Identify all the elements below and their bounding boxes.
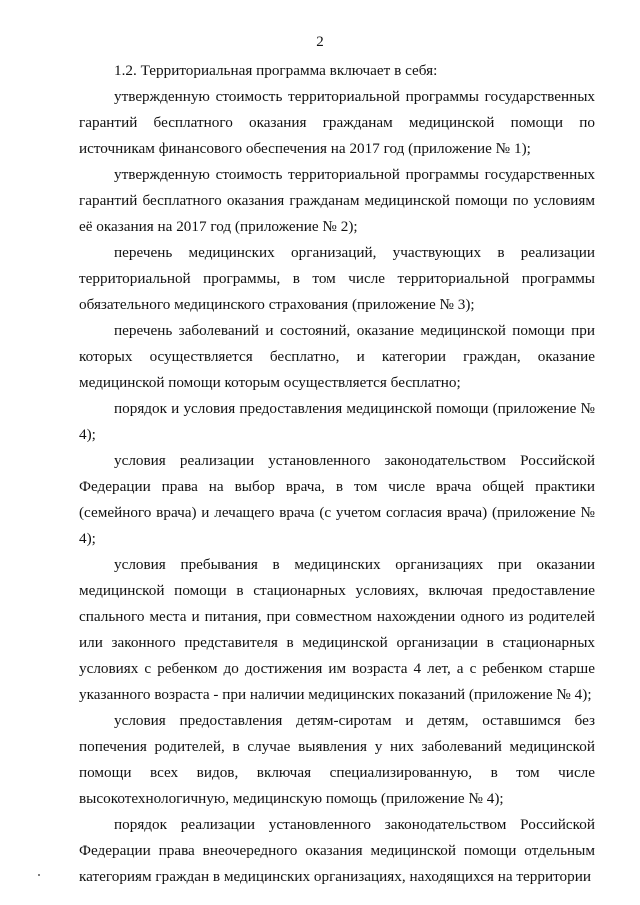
scan-dot-mark: [38, 874, 40, 876]
paragraph-orphans-care: условия предоставления детям-сиротам и детям, оставшимся без попечения родителей, в случае выявления у них заболеваний медицинской помощи всех видов, включая специализированную, в том числе высокотехнологичную, медицинскую помощь (приложение № 4);: [79, 712, 595, 807]
paragraph-cost-by-funding: утвержденную стоимость территориальной программы государственных гарантий бесплатного оказания гражданам медицинской помощи по источникам финансового обеспечения на 2017 год (приложение № 1);: [79, 88, 595, 157]
paragraph-inpatient-stay: условия пребывания в медицинских организациях при оказании медицинской помощи в стационарных условиях, включая предоставление спального места и питания, при совместном нахождении одного из родителей или законного представителя в медицинской организации в стационарных условиях с ребенком до достижения им возраста 4 лет, а с ребенком старше указанного возраста - при наличии медицинских показаний (приложение № 4);: [79, 556, 595, 703]
paragraph-diseases-list: перечень заболеваний и состояний, оказание медицинской помощи при которых осуществляется бесплатно, и категории граждан, оказание медицинской помощи которым осуществляется бесплатно;: [79, 322, 595, 391]
document-body: [79, 58, 595, 890]
paragraph-doctor-choice: условия реализации установленного законодательством Российской Федерации права на выбор врача, в том числе врача общей практики (семейного врача) и лечащего врача (с учетом согласия врача) (приложение № 4);: [79, 452, 595, 547]
paragraph-intro: 1.2. Территориальная программа включает в себя:: [114, 62, 438, 79]
paragraph-organizations-list: перечень медицинских организаций, участвующих в реализации территориальной программы, в том числе территориальной программы обязательного медицинского страхования (приложение № 3);: [79, 244, 595, 313]
paragraph-priority-care: порядок реализации установленного законодательством Российской Федерации права внеочередного оказания медицинской помощи отдельным категориям граждан в медицинских организациях, находящихся на территории: [79, 816, 595, 885]
paragraph-cost-by-conditions: утвержденную стоимость территориальной программы государственных гарантий бесплатного оказания гражданам медицинской помощи по условиям её оказания на 2017 год (приложение № 2);: [79, 166, 595, 235]
page-number: 2: [316, 34, 324, 50]
paragraph-procedure-conditions: порядок и условия предоставления медицинской помощи (приложение № 4);: [79, 400, 595, 443]
